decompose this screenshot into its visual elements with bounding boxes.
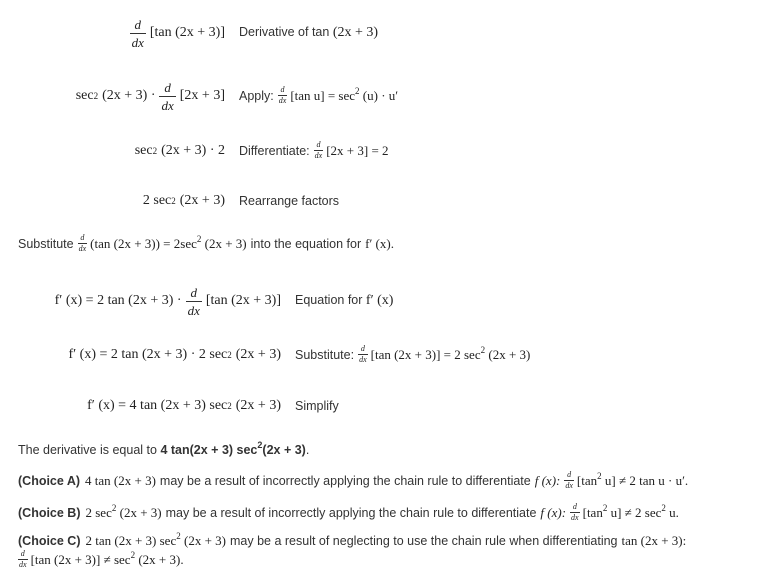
step-2-description: Apply: d dx [tan $u] = \sec^2 (u) \cdot u'$ bbox=[239, 85, 399, 105]
step-1-expression: [tan (2x + 3)] bbox=[149, 25, 225, 40]
equation-1: f′ (x) = 2 tan (2x + 3) · d dx [tan (2x + 3)] Equation for f′ (x) bbox=[54, 284, 394, 318]
equation-1-description: Equation for f′ (x) bbox=[295, 293, 394, 308]
derivative-fraction: d dx bbox=[131, 16, 144, 50]
derivative-fraction: d dx bbox=[161, 79, 174, 113]
step-4-description: Rearrange factors bbox=[239, 194, 340, 208]
choice-a: (Choice A) 4 tan (2x + 3) may be a result of incorrectly applying the chain rule to differentiate f (x): d dx [$\tan^2$ u] ≠ 2 tan u · u′. bbox=[18, 470, 689, 490]
step-1 bbox=[0, 13, 766, 53]
step-3-description: Differentiate: d dx [2x + 3] = 2 bbox=[239, 140, 389, 160]
answer: 4 tan(2x + 3) $\sec^2(2x + 3)$ bbox=[160, 440, 306, 457]
step-3: sec 2 (2x + 3) · 2 Differentiate: d dx [2x + 3] = 2 bbox=[134, 140, 389, 160]
substitute-sentence: Substitute d dx (tan $(2x + 3)) = 2\sec^2$ (2x + 3) into the equation for f′ (x). bbox=[18, 233, 394, 253]
derivative-fraction: d dx bbox=[187, 284, 200, 318]
conclusion: The derivative is equal to 4 tan(2x + 3) $\sec^2(2x + 3)$. bbox=[18, 440, 310, 457]
step-4: 2 sec 2 (2x + 3) Rearrange factors bbox=[142, 193, 340, 208]
choice-c: (Choice C) 2 tan (2x + 3) $\sec^2 (2x + 3)$ may be a result of neglecting to use the chain rule when differentiating tan (2x + 3): d dx [tan $(2x + 3)] \ne \sec^2 (2x + 3)$. bbox=[18, 531, 687, 569]
equation-2-description: Substitute: d dx [tan (2x + 3)] = 2 $\sec^2 (2x + 3)$ bbox=[295, 344, 531, 364]
equation-2: f′ (x) = 2 tan (2x + 3) · 2 sec 2 (2x + 3) Substitute: d dx [tan (2x + 3)] = 2 $\sec^2 (2x + 3)$ bbox=[68, 344, 531, 364]
equation-3: f′ (x) = 4 tan (2x + 3) sec 2 (2x + 3) Simplify bbox=[87, 398, 339, 413]
step-2: sec 2 (2x + 3) · d dx [2x + 3] Apply: d dx [tan $u] = \sec^2 (u) \cdot u'$ bbox=[75, 79, 399, 113]
choice-b: (Choice B) 2 $\sec^2 (2x + 3)$ may be a result of incorrectly applying the chain rule to differentiate f (x): d dx [$\tan^2$ u] ≠ 2 $\sec^2 u$. bbox=[18, 502, 679, 522]
step-1-description: Derivative of tan (2x + 3) bbox=[239, 25, 379, 40]
equation-3-description: Simplify bbox=[295, 399, 339, 413]
